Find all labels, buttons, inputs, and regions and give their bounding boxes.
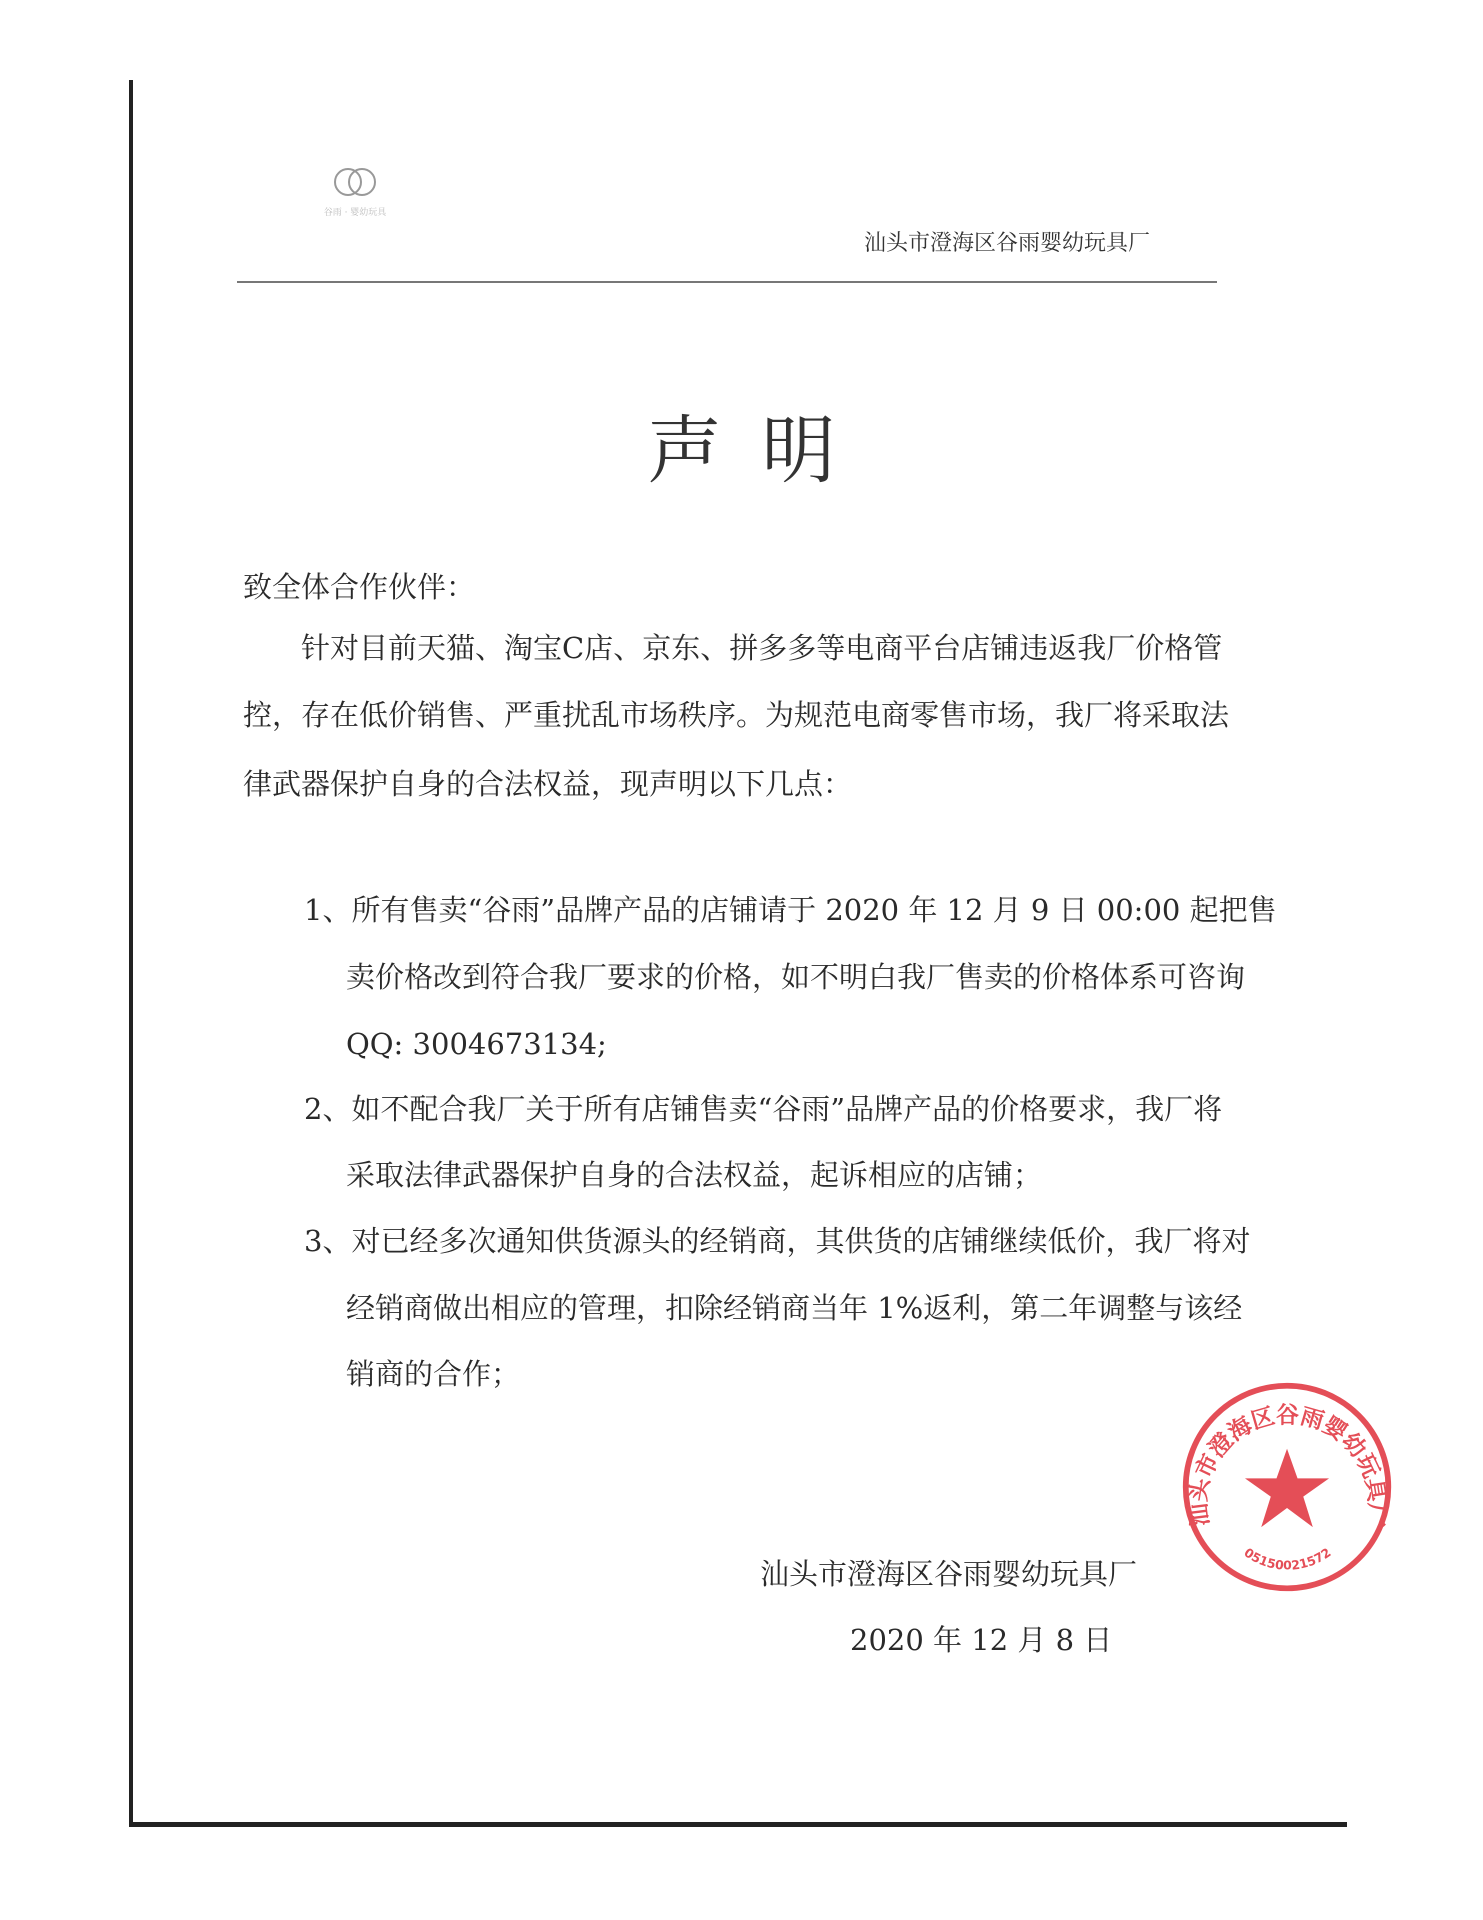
stamp-text: 汕头市澄海区谷雨婴幼玩具厂	[1185, 1402, 1390, 1528]
item-3-line: 3、对已经多次通知供货源头的经销商，其供货的店铺继续低价，我厂将对	[304, 1224, 1251, 1258]
item-2-line: 2、如不配合我厂关于所有店铺售卖“谷雨”品牌产品的价格要求，我厂将	[304, 1092, 1223, 1126]
intro-line: 控，存在低价销售、严重扰乱市场秩序。为规范电商零售市场，我厂将采取法	[243, 698, 1230, 732]
company-logo	[295, 165, 415, 245]
item-1-line: QQ: 3004673134;	[346, 1027, 607, 1061]
star-icon	[1245, 1449, 1329, 1527]
intro-line: 针对目前天猫、淘宝C店、京东、拼多多等电商平台店铺违返我厂价格管	[301, 631, 1223, 665]
scan-border-bottom	[129, 1822, 1347, 1827]
letterhead-company: 汕头市澄海区谷雨婴幼玩具厂	[863, 231, 1150, 256]
letterhead-rule	[237, 281, 1217, 283]
document-title: 声明	[647, 408, 876, 494]
logo-text: 谷雨 · 婴幼玩具	[323, 208, 387, 218]
scan-border-left	[129, 80, 133, 1826]
item-2-line: 采取法律武器保护自身的合法权益，起诉相应的店铺；	[346, 1158, 1043, 1192]
signature-company: 汕头市澄海区谷雨婴幼玩具厂	[760, 1557, 1138, 1591]
salutation: 致全体合作伙伴：	[243, 570, 476, 604]
logo-rings-icon	[330, 165, 380, 199]
item-3-line: 销商的合作；	[346, 1357, 521, 1391]
intro-line: 律武器保护自身的合法权益，现声明以下几点：	[243, 767, 853, 801]
item-3-line: 经销商做出相应的管理，扣除经销商当年 1%返利，第二年调整与该经	[346, 1291, 1243, 1325]
item-1-line: 1、所有售卖“谷雨”品牌产品的店铺请于 2020 年 12 月 9 日 00:00 起把售	[304, 893, 1277, 927]
signature-date: 2020 年 12 月 8 日	[850, 1623, 1113, 1657]
item-1-line: 卖价格改到符合我厂要求的价格，如不明白我厂售卖的价格体系可咨询	[346, 960, 1246, 994]
svg-text:05150021572	[1241, 1545, 1333, 1573]
stamp-number: 05150021572	[1241, 1544, 1334, 1573]
company-seal-stamp	[1180, 1380, 1395, 1595]
